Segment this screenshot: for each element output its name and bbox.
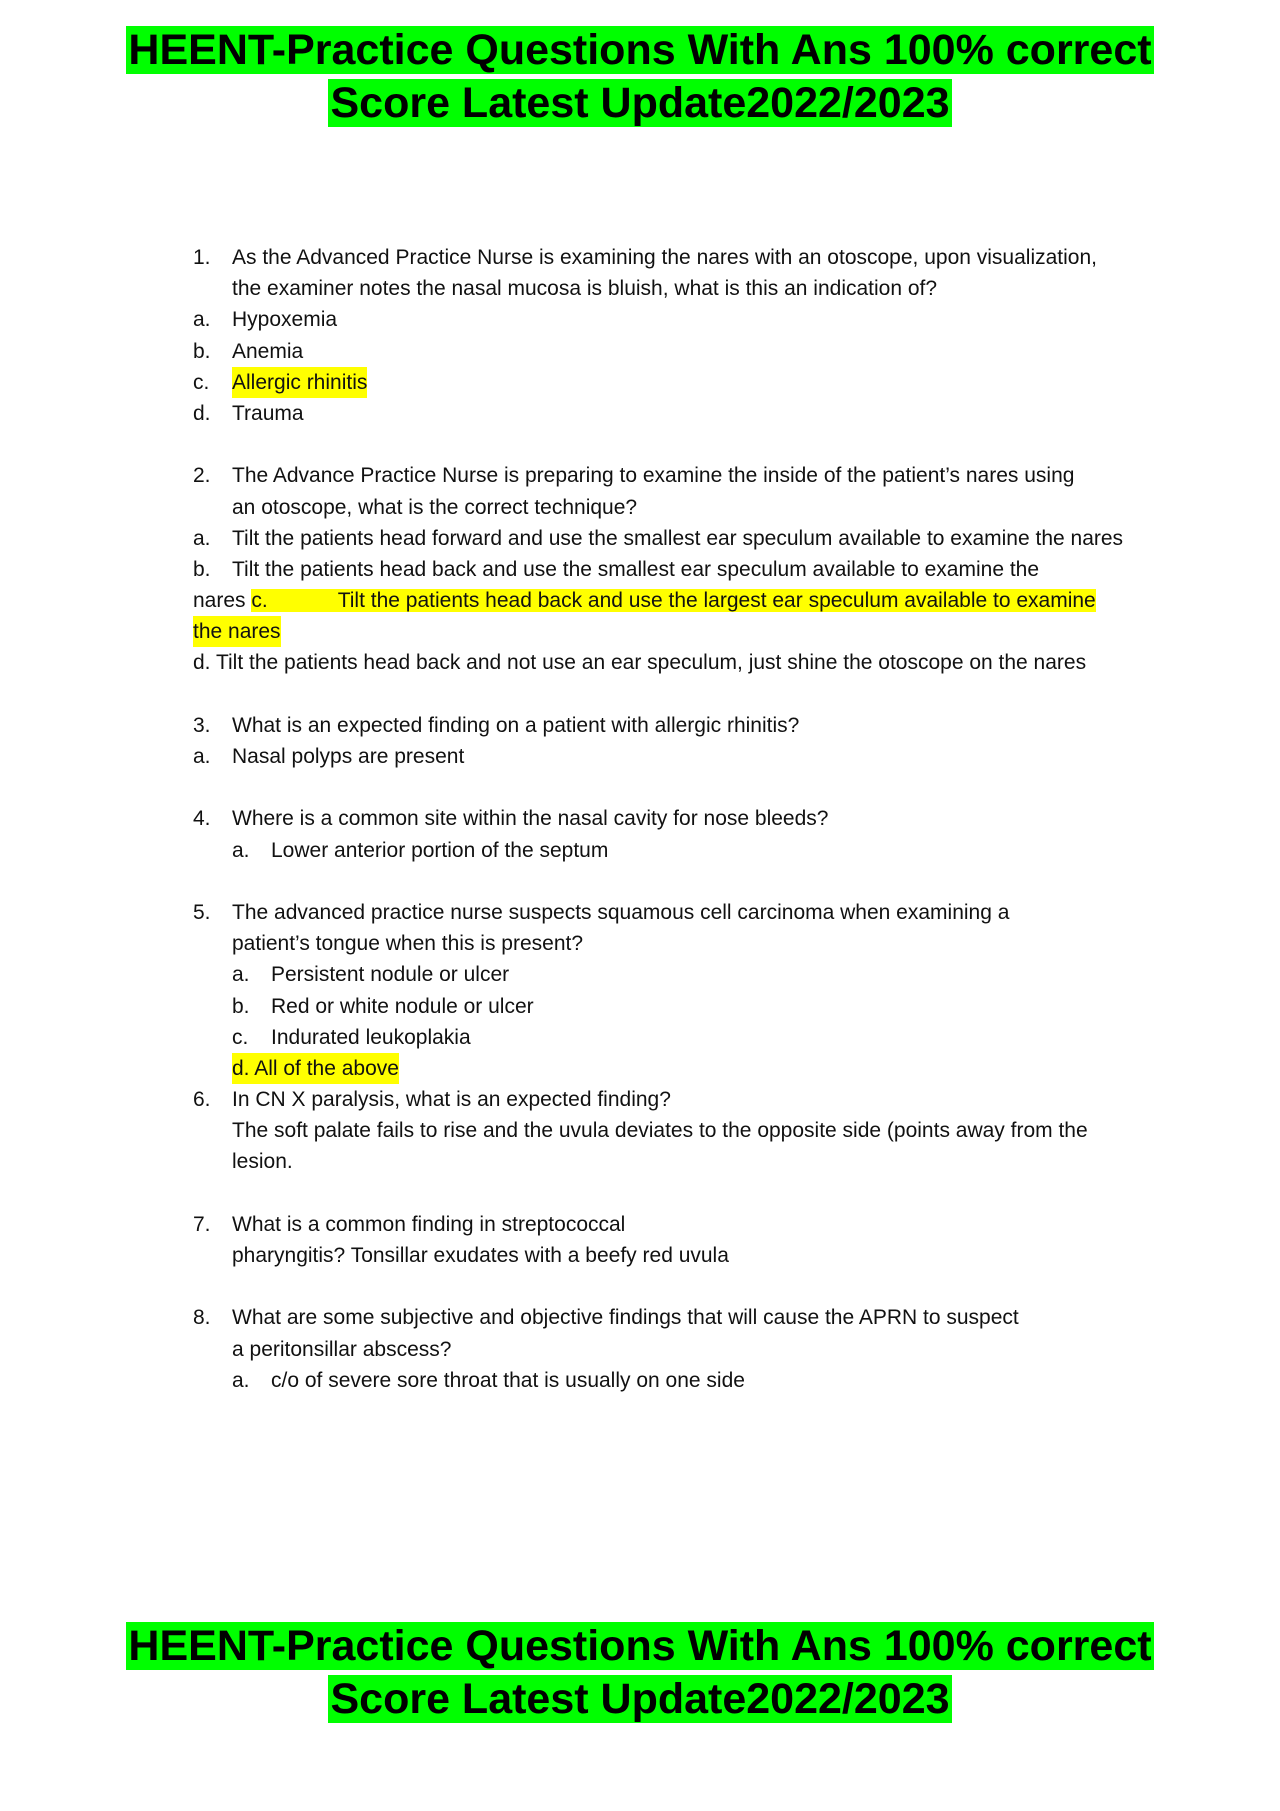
question-6 (193, 1084, 1193, 1178)
title-banner-bottom (0, 1620, 1280, 1726)
highlighted-answer: c. Tilt the patients head back and use the largest ear speculum available to examine (251, 589, 1096, 613)
answer-option: a. Persistent nodule or ulcer (232, 963, 510, 987)
question-7 (193, 1209, 1193, 1271)
answer-text: The soft palate fails to rise and the uvula deviates to the opposite side (points away from the (232, 1119, 1088, 1143)
question-number: 3. (193, 713, 211, 737)
answer-option: c. Indurated leukoplakia (232, 1025, 471, 1049)
answer-option-correct (193, 1053, 1193, 1084)
question-text: pharyngitis? Tonsillar exudates with a beefy red uvula (232, 1244, 729, 1267)
question-text: patient’s tongue when this is present? (232, 932, 584, 956)
answer-option: d. Trauma (193, 401, 304, 425)
question-number: 8. (193, 1306, 211, 1330)
answer-option: a. Nasal polyps are present (193, 745, 465, 768)
question-3 (193, 710, 1193, 772)
title-banner-top (0, 24, 1280, 130)
question-text: What are some subjective and objective findings that will cause the APRN to suspect (232, 1306, 1019, 1330)
questions-body (193, 242, 1193, 1396)
highlighted-answer: Allergic rhinitis (232, 367, 367, 398)
answer-option: a. c/o of severe sore throat that is usually on one side (232, 1368, 745, 1392)
highlighted-answer: the nares (193, 616, 281, 647)
question-text: the examiner notes the nasal mucosa is bluish, what is this an indication of? (232, 277, 938, 301)
highlighted-answer: d. All of the above (232, 1053, 399, 1084)
banner-top-line-1: HEENT-Practice Questions With Ans 100% correct (128, 26, 1152, 74)
question-number: 2. (193, 464, 211, 488)
question-number: 5. (193, 900, 211, 924)
answer-text: lesion. (232, 1150, 293, 1174)
question-4 (193, 803, 1193, 865)
answer-option: a. Lower anterior portion of the septum (232, 838, 609, 862)
answer-option: a. Tilt the patients head forward and use the smallest ear speculum available to examine the nares (193, 526, 1124, 550)
question-number: 4. (193, 807, 211, 831)
question-8 (193, 1302, 1193, 1396)
question-text: an otoscope, what is the correct technique? (232, 495, 638, 519)
question-2 (193, 460, 1193, 678)
banner-bottom-line-2: Score Latest Update2022/2023 (330, 1675, 950, 1723)
answer-option: d. Tilt the patients head back and not use an ear speculum, just shine the otoscope on the nares (193, 651, 1087, 675)
question-text: What is a common finding in streptococcal (232, 1212, 626, 1236)
question-text: As the Advanced Practice Nurse is examining the nares with an otoscope, upon visualization, (232, 246, 1097, 269)
question-number: 7. (193, 1212, 211, 1236)
answer-option-correct: c. Allergic rhinitis (193, 367, 1193, 398)
question-number: 6. (193, 1088, 211, 1112)
answer-option-correct: nares c. Tilt the patients head back and use the largest ear speculum available to examine (193, 589, 1096, 613)
answer-option: a. Hypoxemia (193, 308, 338, 332)
banner-top-line-2: Score Latest Update2022/2023 (330, 79, 950, 127)
question-1 (193, 242, 1193, 429)
answer-option: b. Red or white nodule or ulcer (232, 994, 534, 1018)
answer-option: b. Anemia (193, 339, 304, 363)
answer-option: b. Tilt the patients head back and use the smallest ear speculum available to examine the (193, 557, 1040, 581)
question-text: What is an expected finding on a patient with allergic rhinitis? (232, 713, 800, 737)
question-5 (193, 897, 1193, 1084)
question-text: a peritonsillar abscess? (232, 1337, 452, 1361)
question-text: The advanced practice nurse suspects squamous cell carcinoma when examining a (232, 900, 1010, 924)
question-text: In CN X paralysis, what is an expected finding? (232, 1088, 671, 1112)
question-number: 1. (193, 246, 211, 269)
question-text: Where is a common site within the nasal cavity for nose bleeds? (232, 807, 829, 831)
banner-bottom-line-1: HEENT-Practice Questions With Ans 100% correct (128, 1622, 1152, 1670)
question-text: The Advance Practice Nurse is preparing to examine the inside of the patient’s nares using (232, 464, 1075, 488)
